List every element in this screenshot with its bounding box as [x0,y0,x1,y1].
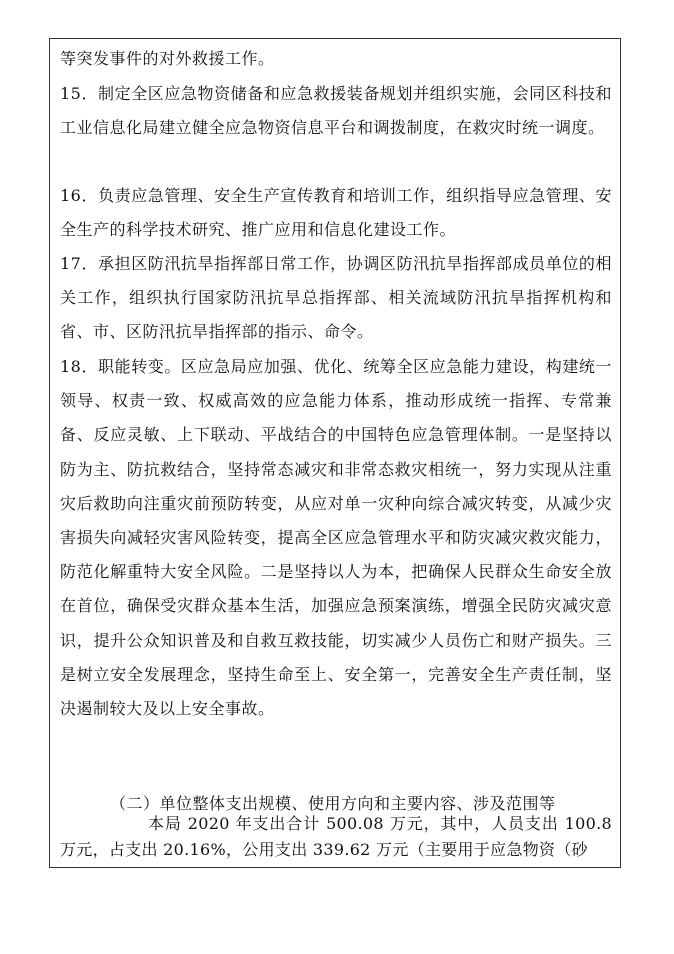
paragraph-item-15: 15．制定全区应急物资储备和应急救援装备规划并组织实施，会同区科技和工业信息化局建立健全应急物资信息平台和调拨制度，在救灾时统一调度。 [60,84,612,138]
paragraph-item-16: 16．负责应急管理、安全生产宣传教育和培训工作，组织指导应急管理、安全生产的科学技术研究、推广应用和信息化建设工作。 [60,186,612,240]
paragraph-continuation: 等突发事件的对外救援工作。 [60,49,275,68]
section-heading: （二）单位整体支出规模、使用方向和主要内容、涉及范围等 [110,794,556,813]
paragraph-item-18: 18．职能转变。区应急局应加强、优化、统筹全区应急能力建设，构建统一领导、权责一致、权威高效的应急能力体系，推动形成统一指挥、专常兼备、反应灵敏、上下联动、平战结合的中国特色应急管理体制。一是坚持以防为主、防抗救结合，坚持常态减灾和非常态救灾相统一，努力实现从注重灾后救助向注重灾前预防转变，从应对单一灾种向综合减灾转变，从减少灾害损失向减轻灾害风险转变，提高全区应急管理水平和防灾减灾救灾能力，防范化解重特大安全风险。二是坚持以人为本，把确保人民群众生命安全放在首位，确保受灾群众基本生活，加强应急预案演练，增强全民防灾减灾意识，提升公众知识普及和自救互救技能，切实减少人员伤亡和财产损失。三是树立安全发展理念，坚持生命至上、安全第一，完善安全生产责任制，坚决遏制较大及以上安全事故。 [60,357,612,719]
paragraph-item-17: 17．承担区防汛抗旱指挥部日常工作，协调区防汛抗旱指挥部成员单位的相关工作，组织执行国家防汛抗旱总指挥部、相关流域防汛抗旱指挥机构和省、市、区防汛抗旱指挥部的指示、命令。 [60,254,612,342]
document-table-frame [49,38,621,868]
expenditure-paragraph: 本局 2020 年支出合计 500.08 万元，其中，人员支出 100.8 万元，占支出 20.16%，公用支出 339.62 万元（主要用于应急物资（砂 [60,814,612,859]
